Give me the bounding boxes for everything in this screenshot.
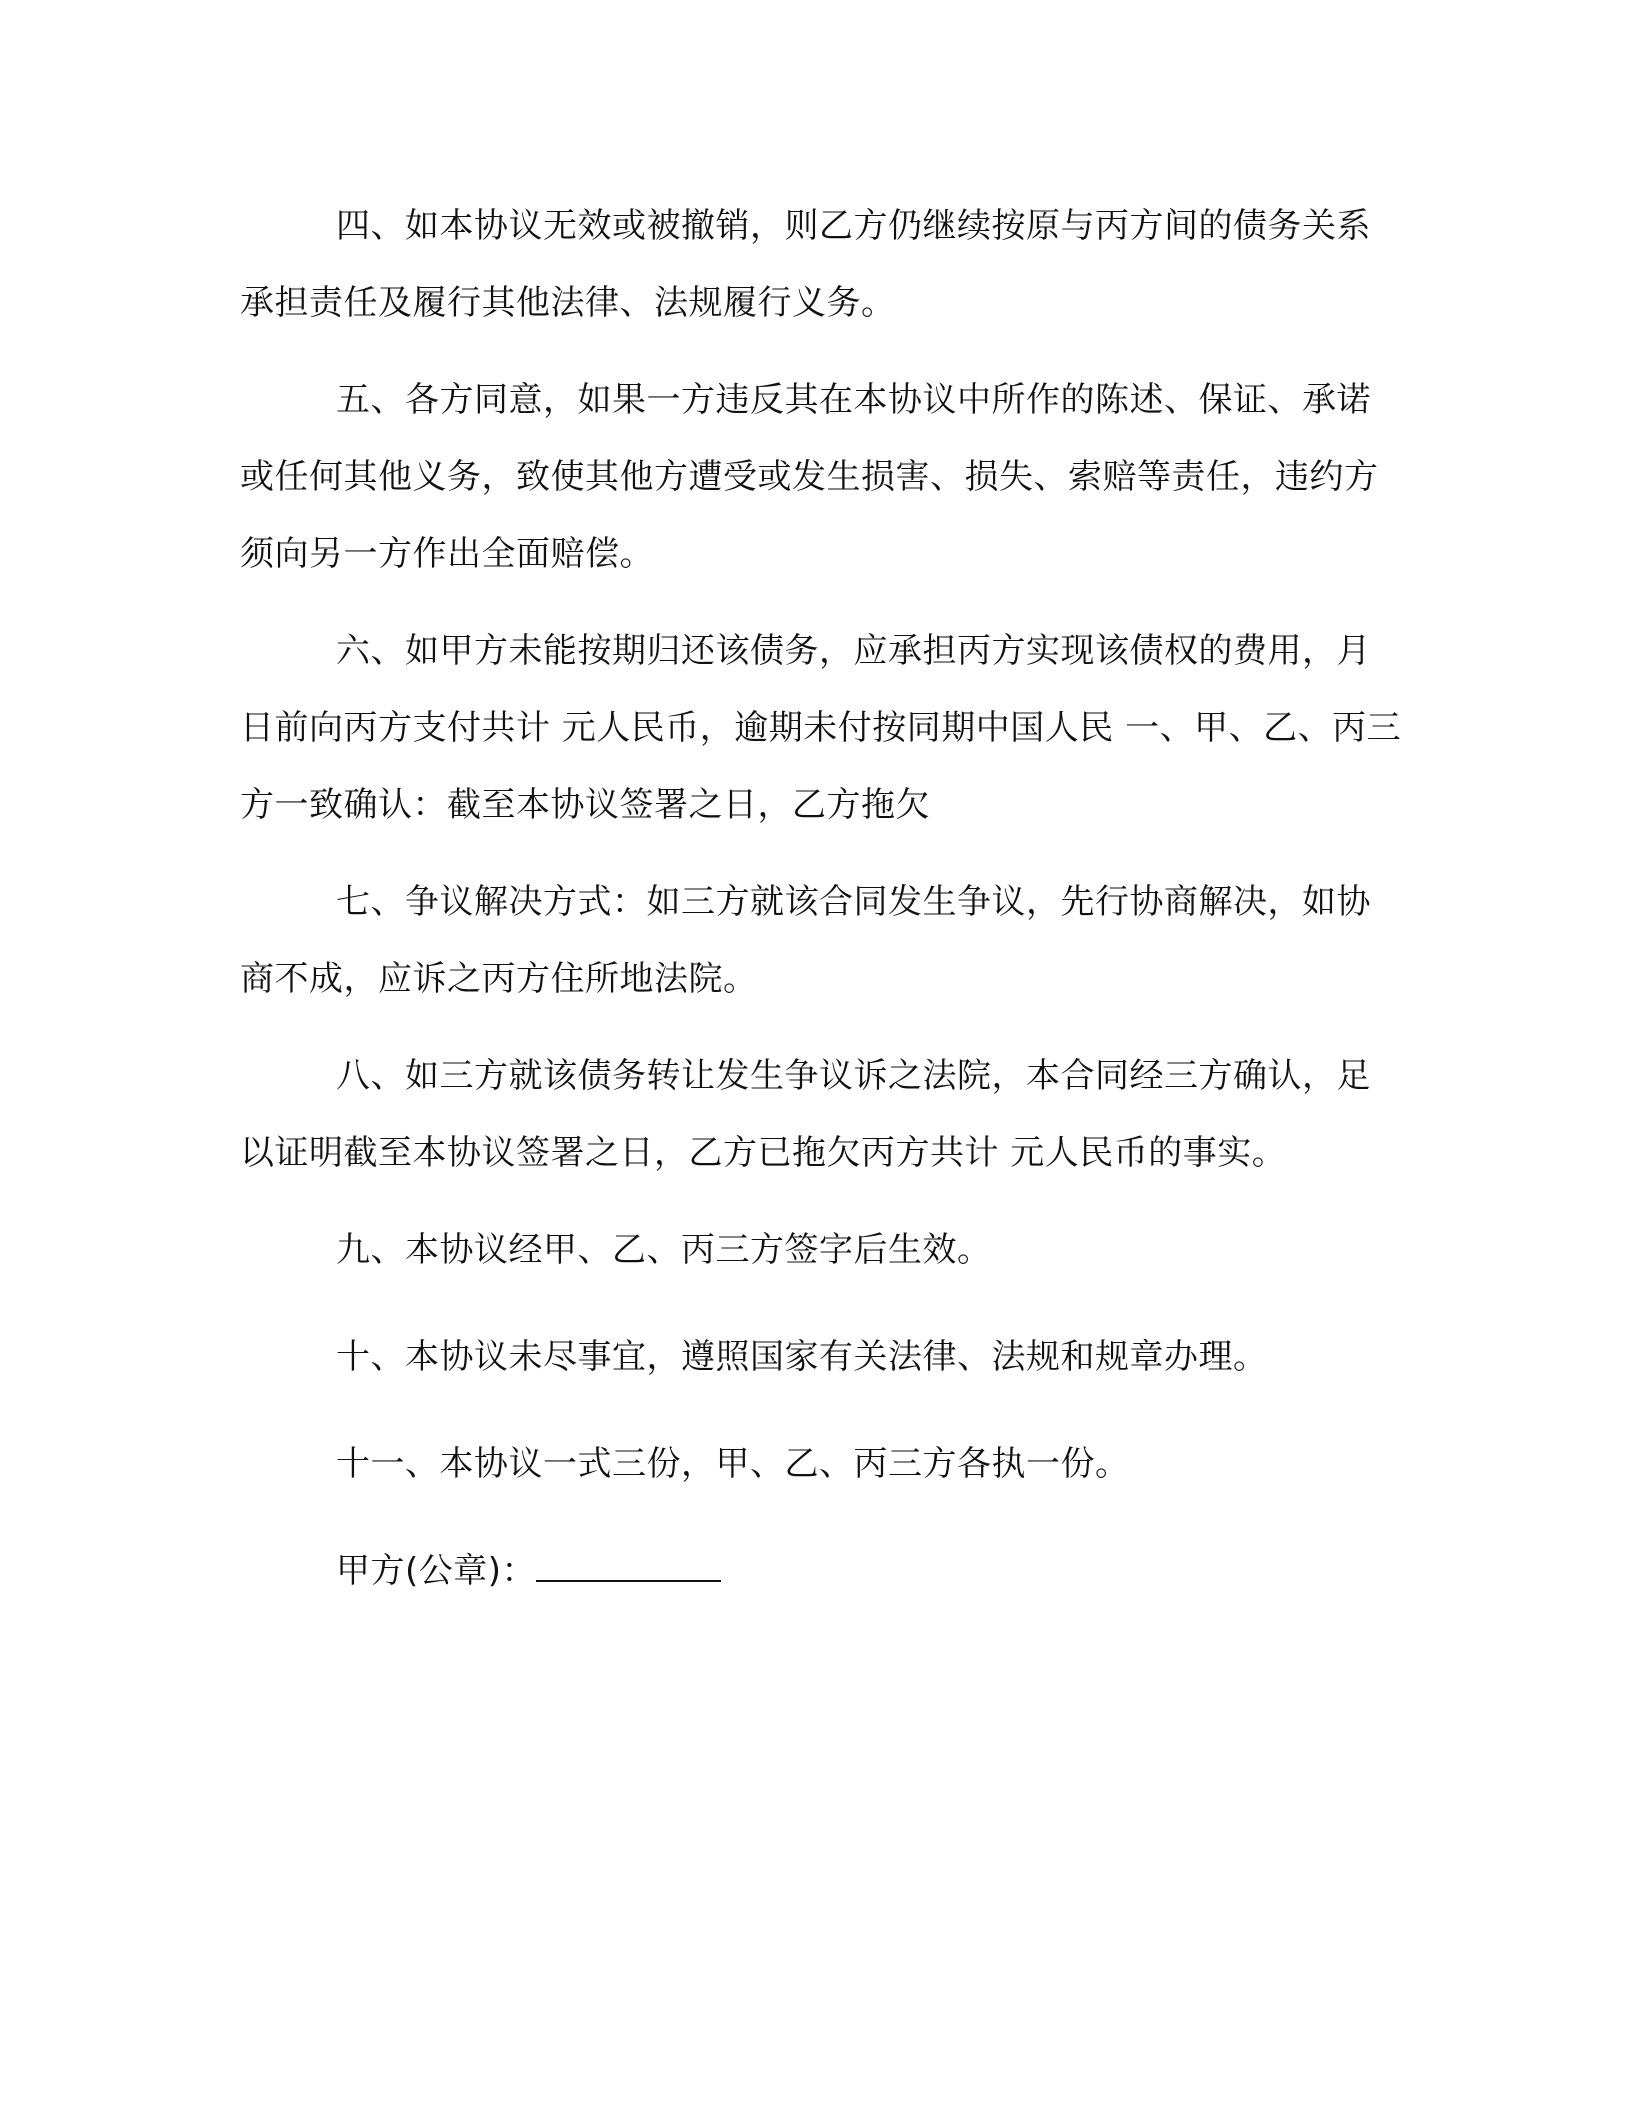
party-a-signature-label: 甲方(公章)： xyxy=(336,1551,537,1591)
clause-9: 九、本协议经甲、乙、丙三方签字后生效。 xyxy=(336,1230,992,1270)
clause-8: 八、如三方就该债务转让发生争议诉之法院，本合同经三方确认，足以证明截至本协议签署之日，乙方已拖欠丙方共计 元人民币的事实。 xyxy=(240,1056,1371,1173)
clause-7: 七、争议解决方式：如三方就该合同发生争议，先行协商解决，如协商不成，应诉之丙方住所地法院。 xyxy=(240,882,1371,999)
clause-10: 十、本协议未尽事宜，遵照国家有关法律、法规和规章办理。 xyxy=(336,1337,1268,1377)
clause-6: 六、如甲方未能按期归还该债务，应承担丙方实现该债权的费用，月 日前向丙方支付共计 元人民币，逾期未付按同期中国人民 一、甲、乙、丙三方一致确认：截至本协议签署之日，乙方拖欠 xyxy=(240,631,1402,825)
signature-blank xyxy=(536,1576,721,1582)
party-a-signature-line xyxy=(240,1533,1405,1610)
clause-4: 四、如本协议无效或被撤销，则乙方仍继续按原与丙方间的债务关系承担责任及履行其他法律、法规履行义务。 xyxy=(240,206,1371,323)
clause-11: 十一、本协议一式三份，甲、乙、丙三方各执一份。 xyxy=(336,1444,1130,1484)
clause-5: 五、各方同意，如果一方违反其在本协议中所作的陈述、保证、承诺或任何其他义务，致使其他方遭受或发生损害、损失、索赔等责任，违约方须向另一方作出全面赔偿。 xyxy=(240,380,1379,574)
document-body xyxy=(240,188,1405,1610)
